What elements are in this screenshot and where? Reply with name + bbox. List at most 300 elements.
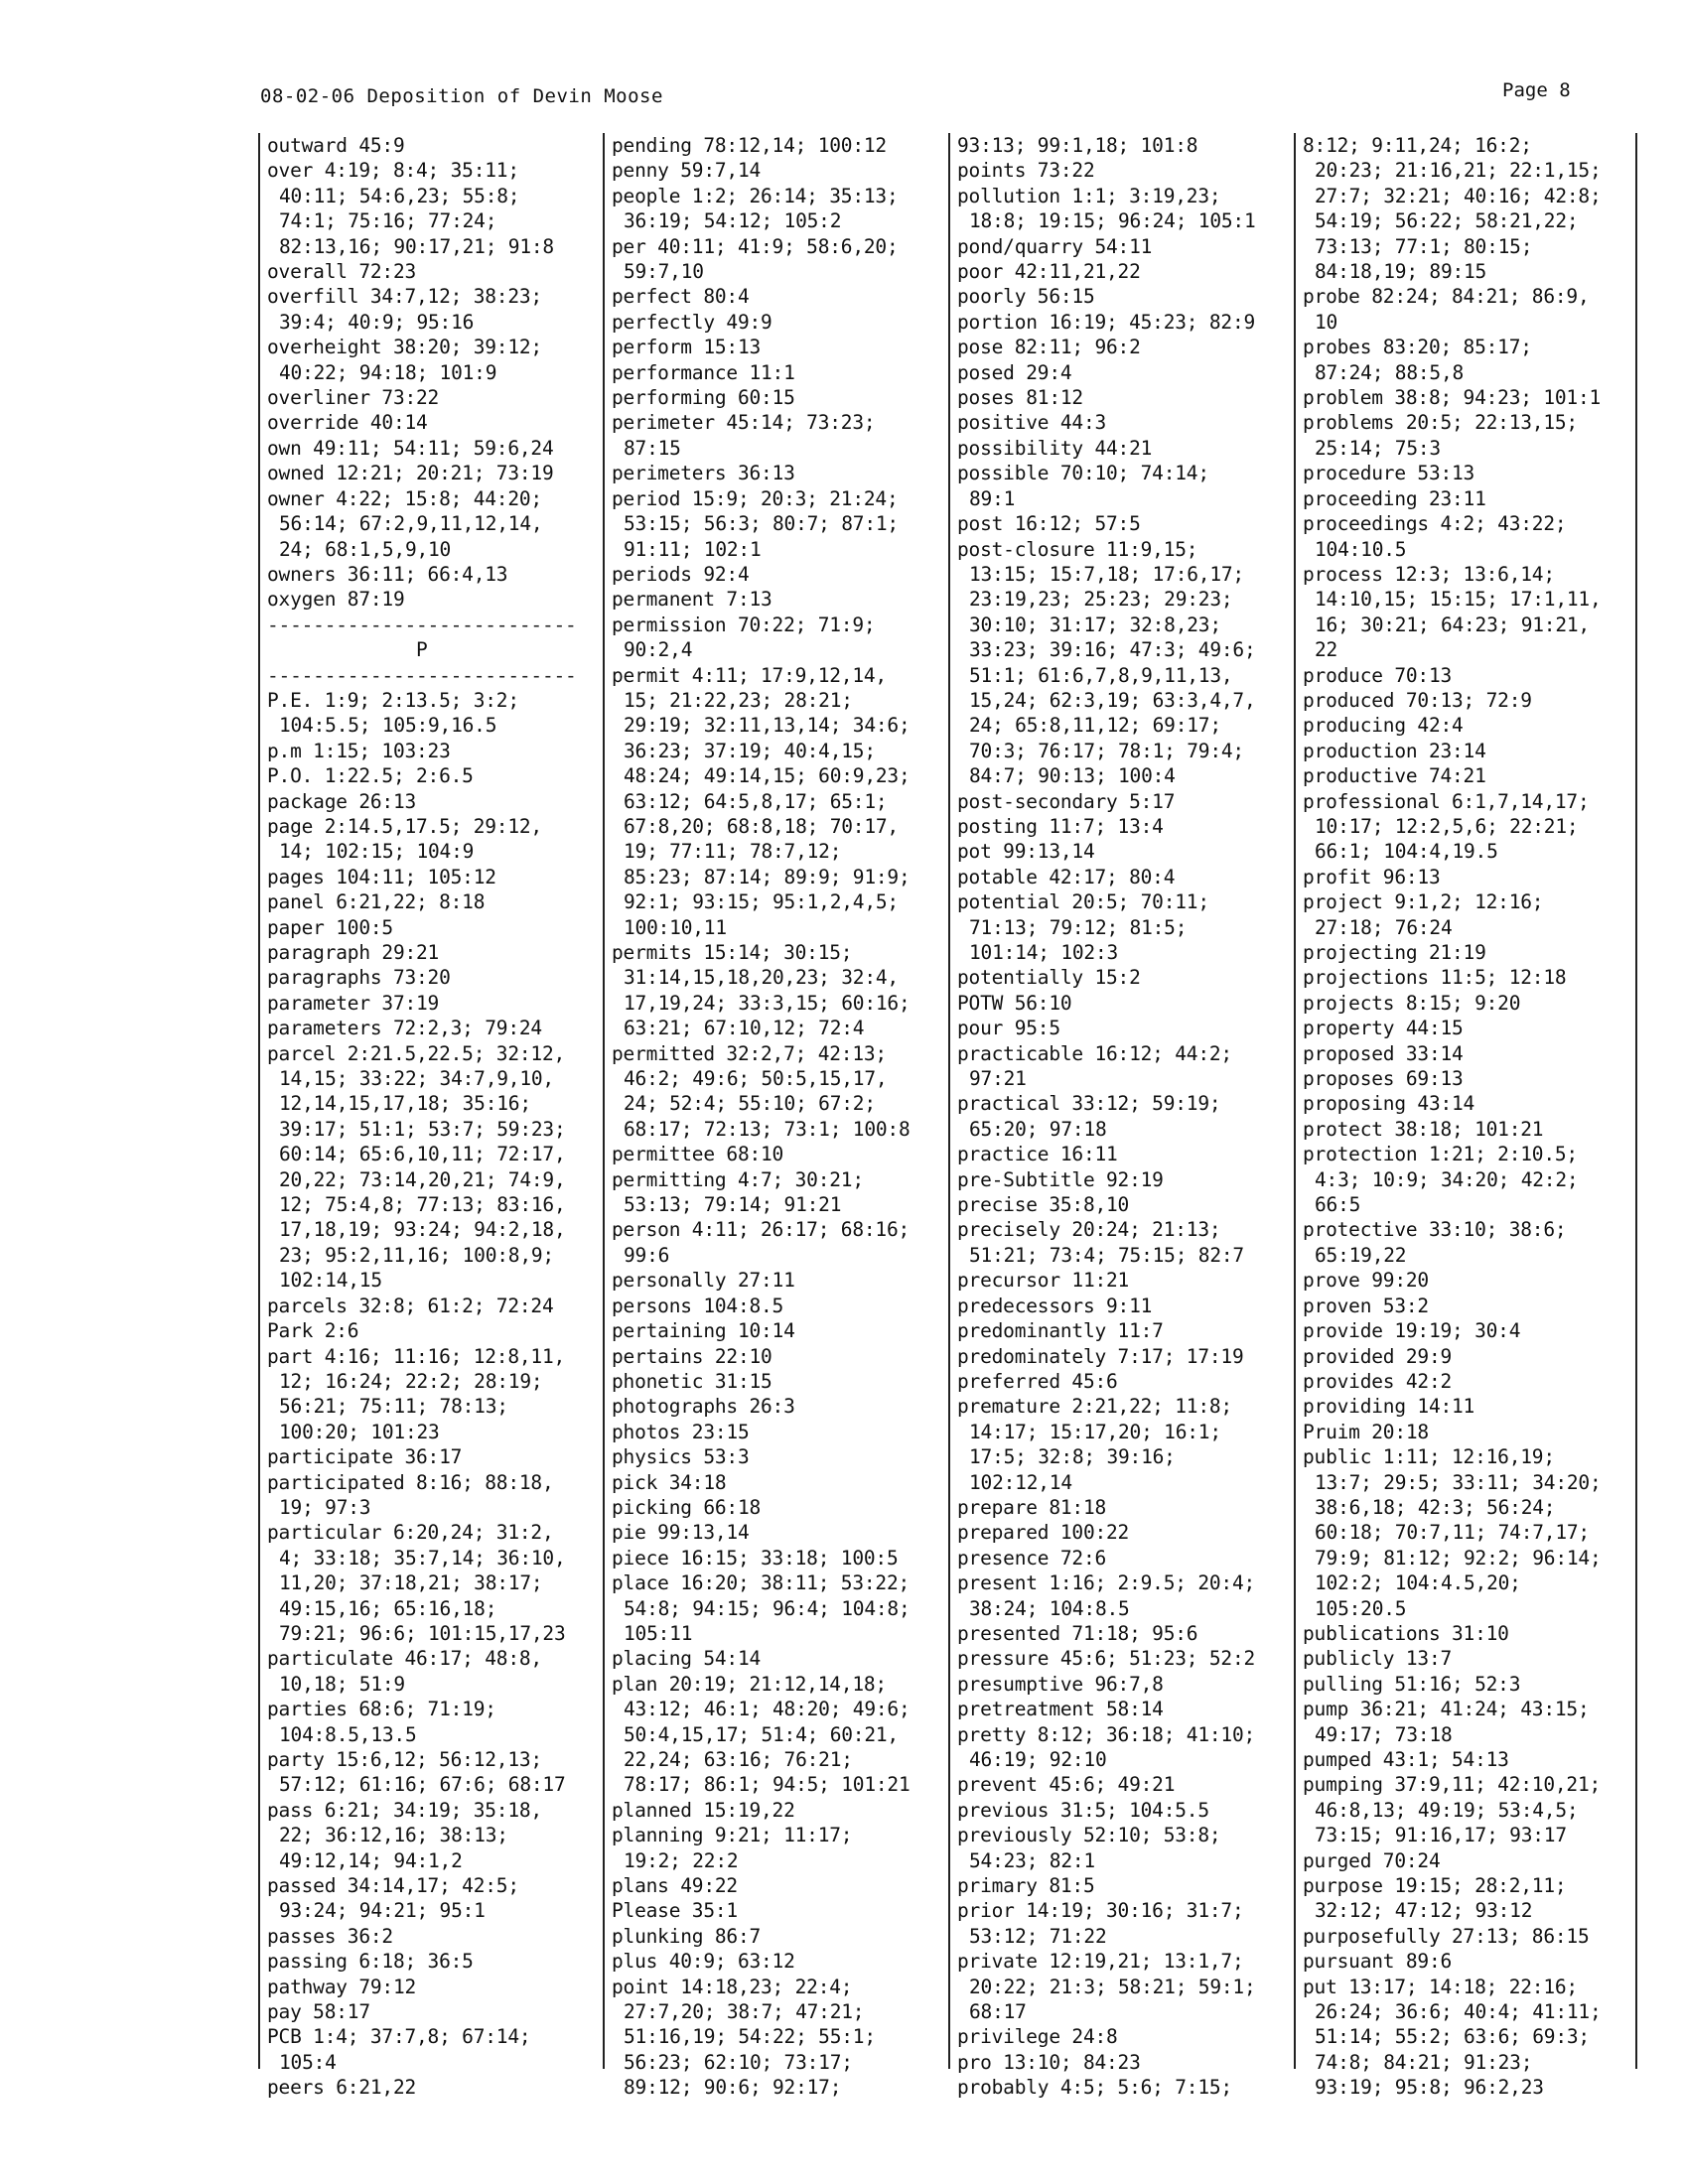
index-entry-continuation: 27:18; 76:24 <box>1315 915 1453 939</box>
index-entry-continuation: 10,18; 51:9 <box>279 1672 405 1696</box>
index-entry-continuation: 66:1; 104:4,19.5 <box>1315 840 1498 864</box>
index-entry: 93:13; 99:1,18; 101:8 <box>957 134 1198 157</box>
index-entry: person 4:11; 26:17; 68:16; <box>612 1218 911 1242</box>
index-entry-continuation: 14; 102:15; 104:9 <box>279 840 475 864</box>
index-entry: projections 11:5; 12:18 <box>1303 966 1567 990</box>
index-entry: provide 19:19; 30:4 <box>1303 1319 1521 1343</box>
index-entry: parameters 72:2,3; 79:24 <box>267 1017 542 1040</box>
index-entry: parties 68:6; 71:19; <box>267 1698 496 1721</box>
index-entry: Pruim 20:18 <box>1303 1420 1429 1443</box>
index-entry: party 15:6,12; 56:12,13; <box>267 1748 542 1771</box>
index-entry: publications 31:10 <box>1303 1621 1509 1645</box>
index-entry: participate 36:17 <box>267 1445 463 1469</box>
index-entry: prior 14:19; 30:16; 31:7; <box>957 1899 1244 1923</box>
index-entry-continuation: 11,20; 37:18,21; 38:17; <box>279 1571 543 1595</box>
index-entry: periods 92:4 <box>612 562 750 586</box>
index-entry-continuation: 22,24; 63:16; 76:21; <box>624 1748 853 1771</box>
index-entry: poorly 56:15 <box>957 285 1095 309</box>
index-entry: point 14:18,23; 22:4; <box>612 1975 853 1998</box>
index-entry-continuation: 51:16,19; 54:22; 55:1; <box>624 2025 876 2049</box>
index-entry: perimeters 36:13 <box>612 462 795 485</box>
index-entry: period 15:9; 20:3; 21:24; <box>612 486 899 510</box>
index-entry-continuation: 50:4,15,17; 51:4; 60:21, <box>624 1722 899 1746</box>
index-entry: package 26:13 <box>267 789 417 813</box>
index-entry: potential 20:5; 70:11; <box>957 890 1209 914</box>
index-entry: production 23:14 <box>1303 739 1486 762</box>
index-entry: professional 6:1,7,14,17; <box>1303 789 1590 813</box>
index-entry: pie 99:13,14 <box>612 1521 750 1545</box>
index-entry-continuation: 14:10,15; 15:15; 17:1,11, <box>1315 588 1602 612</box>
index-entry-continuation: 51:21; 73:4; 75:15; 82:7 <box>969 1243 1244 1267</box>
index-entry: previously 52:10; 53:8; <box>957 1824 1221 1847</box>
index-entry-continuation: 12; 16:24; 22:2; 28:19; <box>279 1369 543 1393</box>
index-entry: outward 45:9 <box>267 134 405 157</box>
index-entry: particular 6:20,24; 31:2, <box>267 1521 554 1545</box>
index-entry-continuation: 24; 68:1,5,9,10 <box>279 537 452 561</box>
index-entry-continuation: 19; 77:11; 78:7,12; <box>624 840 842 864</box>
index-entry-continuation: 85:23; 87:14; 89:9; 91:9; <box>624 865 911 888</box>
index-entry: panel 6:21,22; 8:18 <box>267 890 486 914</box>
page-number: Page 8 <box>1502 79 1571 101</box>
index-entry: phonetic 31:15 <box>612 1369 772 1393</box>
index-entry: perform 15:13 <box>612 336 762 359</box>
index-entry: presence 72:6 <box>957 1546 1107 1570</box>
index-entry-continuation: 38:6,18; 42:3; 56:24; <box>1315 1495 1556 1519</box>
index-entry-continuation: 17,18,19; 93:24; 94:2,18, <box>279 1218 566 1242</box>
index-entry: prepared 100:22 <box>957 1521 1130 1545</box>
index-entry-continuation: 20,22; 73:14,20,21; 74:9, <box>279 1167 566 1191</box>
index-entry: Park 2:6 <box>267 1319 359 1343</box>
index-entry: practical 33:12; 59:19; <box>957 1092 1221 1116</box>
index-entry-continuation: 4; 33:18; 35:7,14; 36:10, <box>279 1546 566 1570</box>
index-entry-continuation: 36:23; 37:19; 40:4,15; <box>624 739 876 762</box>
index-entry-continuation: 54:8; 94:15; 96:4; 104:8; <box>624 1596 911 1620</box>
index-entry-continuation: 73:13; 77:1; 80:15; <box>1315 234 1533 258</box>
index-entry: procedure 53:13 <box>1303 462 1475 485</box>
index-entry-continuation: 51:1; 61:6,7,8,9,11,13, <box>969 663 1233 687</box>
index-entry-continuation: 27:7,20; 38:7; 47:21; <box>624 2000 865 2024</box>
index-entry: pro 13:10; 84:23 <box>957 2050 1141 2074</box>
index-entry-continuation: 104:8.5,13.5 <box>279 1722 417 1746</box>
index-entry: paper 100:5 <box>267 915 393 939</box>
index-entry: photographs 26:3 <box>612 1395 795 1419</box>
index-entry: pertaining 10:14 <box>612 1319 795 1343</box>
index-entry-continuation: 56:21; 75:11; 78:13; <box>279 1395 508 1419</box>
index-entry-continuation: 53:12; 71:22 <box>969 1924 1107 1948</box>
index-entry-continuation: 39:17; 51:1; 53:7; 59:23; <box>279 1117 566 1141</box>
index-entry: pressure 45:6; 51:23; 52:2 <box>957 1647 1256 1671</box>
index-entry: PCB 1:4; 37:7,8; 67:14; <box>267 2025 531 2049</box>
index-entry: pre-Subtitle 92:19 <box>957 1167 1164 1191</box>
index-entry-continuation: 17:5; 32:8; 39:16; <box>969 1445 1176 1469</box>
index-entry-continuation: 14,15; 33:22; 34:7,9,10, <box>279 1067 554 1091</box>
section-divider: --------------------------- <box>267 613 577 636</box>
index-entry: passing 6:18; 36:5 <box>267 1950 474 1974</box>
index-entry-continuation: 68:17; 72:13; 73:1; 100:8 <box>624 1117 911 1141</box>
index-entry-continuation: 93:19; 95:8; 96:2,23 <box>1315 2076 1544 2100</box>
index-entry: per 40:11; 41:9; 58:6,20; <box>612 234 899 258</box>
column-rule-right <box>1635 133 1637 2069</box>
index-entry: 8:12; 9:11,24; 16:2; <box>1303 134 1532 157</box>
index-entry: predominately 7:17; 17:19 <box>957 1344 1244 1368</box>
index-entry: overall 72:23 <box>267 260 417 284</box>
index-entry-continuation: 102:14,15 <box>279 1269 382 1293</box>
index-entry: P.E. 1:9; 2:13.5; 3:2; <box>267 688 519 712</box>
index-entry: pulling 51:16; 52:3 <box>1303 1672 1521 1696</box>
index-entry: pathway 79:12 <box>267 1975 417 1998</box>
index-entry: process 12:3; 13:6,14; <box>1303 562 1555 586</box>
index-entry: prove 99:20 <box>1303 1269 1429 1293</box>
index-entry-continuation: 89:1 <box>969 486 1016 510</box>
index-entry-continuation: 89:12; 90:6; 92:17; <box>624 2076 842 2100</box>
index-entry-continuation: 105:11 <box>624 1621 693 1645</box>
index-entry-continuation: 105:4 <box>279 2050 337 2074</box>
index-entry-continuation: 91:11; 102:1 <box>624 537 762 561</box>
index-entry-continuation: 49:15,16; 65:16,18; <box>279 1596 497 1620</box>
index-entry: poor 42:11,21,22 <box>957 260 1141 284</box>
index-entry: parameter 37:19 <box>267 991 440 1015</box>
index-entry-continuation: 70:3; 76:17; 78:1; 79:4; <box>969 739 1244 762</box>
index-entry-continuation: 43:12; 46:1; 48:20; 49:6; <box>624 1698 911 1721</box>
index-entry-continuation: 63:21; 67:10,12; 72:4 <box>624 1017 865 1040</box>
index-entry-continuation: 27:7; 32:21; 40:16; 42:8; <box>1315 184 1602 207</box>
index-entry-continuation: 65:20; 97:18 <box>969 1117 1107 1141</box>
index-entry-continuation: 18:8; 19:15; 96:24; 105:1 <box>969 209 1256 233</box>
index-entry: producing 42:4 <box>1303 714 1464 738</box>
index-entry-continuation: 99:6 <box>624 1243 670 1267</box>
index-entry: purposefully 27:13; 86:15 <box>1303 1924 1590 1948</box>
index-entry-continuation: 82:13,16; 90:17,21; 91:8 <box>279 234 554 258</box>
index-entry-continuation: 12; 75:4,8; 77:13; 83:16, <box>279 1193 566 1217</box>
index-entry: performing 60:15 <box>612 386 795 410</box>
index-entry: purged 70:24 <box>1303 1848 1441 1872</box>
index-entry-continuation: 13:15; 15:7,18; 17:6,17; <box>969 562 1244 586</box>
index-entry: proposing 43:14 <box>1303 1092 1475 1116</box>
index-entry: oxygen 87:19 <box>267 588 405 612</box>
index-entry-continuation: 78:17; 86:1; 94:5; 101:21 <box>624 1773 911 1797</box>
index-entry: passed 34:14,17; 42:5; <box>267 1874 519 1898</box>
index-entry-continuation: 24; 65:8,11,12; 69:17; <box>969 714 1221 738</box>
index-entry-continuation: 54:19; 56:22; 58:21,22; <box>1315 209 1579 233</box>
index-entry: override 40:14 <box>267 411 428 435</box>
index-entry: proven 53:2 <box>1303 1294 1429 1317</box>
index-entry-continuation: 102:12,14 <box>969 1470 1072 1494</box>
index-entry: positive 44:3 <box>957 411 1107 435</box>
index-entry: personally 27:11 <box>612 1269 795 1293</box>
index-column-1 <box>258 133 578 2100</box>
index-entry-continuation: 97:21 <box>969 1067 1027 1091</box>
index-entry: probes 83:20; 85:17; <box>1303 336 1532 359</box>
index-entry: private 12:19,21; 13:1,7; <box>957 1950 1244 1974</box>
index-entry-continuation: 104:5.5; 105:9,16.5 <box>279 714 497 738</box>
index-entry: pass 6:21; 34:19; 35:18, <box>267 1798 542 1822</box>
index-entry-continuation: 90:2,4 <box>624 638 693 662</box>
index-entry: pot 99:13,14 <box>957 840 1095 864</box>
index-entry-continuation: 22; 36:12,16; 38:13; <box>279 1824 508 1847</box>
index-entry: proposed 33:14 <box>1303 1041 1464 1065</box>
section-divider: --------------------------- <box>267 663 577 687</box>
index-entry-continuation: 68:17 <box>969 2000 1027 2024</box>
index-entry: picking 66:18 <box>612 1495 762 1519</box>
index-entry-continuation: 53:13; 79:14; 91:21 <box>624 1193 842 1217</box>
index-entry: overheight 38:20; 39:12; <box>267 336 542 359</box>
index-entry: probably 4:5; 5:6; 7:15; <box>957 2076 1232 2100</box>
index-entry: part 4:16; 11:16; 12:8,11, <box>267 1344 566 1368</box>
index-entry: protective 33:10; 38:6; <box>1303 1218 1567 1242</box>
index-entry: precisely 20:24; 21:13; <box>957 1218 1221 1242</box>
index-entry: Please 35:1 <box>612 1899 738 1923</box>
index-entry-continuation: 54:23; 82:1 <box>969 1848 1095 1872</box>
index-entry: permittee 68:10 <box>612 1143 784 1166</box>
index-entry-continuation: 17,19,24; 33:3,15; 60:16; <box>624 991 911 1015</box>
index-entry: pond/quarry 54:11 <box>957 234 1153 258</box>
index-entry-continuation: 67:8,20; 68:8,18; 70:17, <box>624 814 899 838</box>
index-entry-continuation: 56:23; 62:10; 73:17; <box>624 2050 853 2074</box>
index-entry: poses 81:12 <box>957 386 1083 410</box>
index-entry-continuation: 33:23; 39:16; 47:3; 49:6; <box>969 638 1256 662</box>
index-entry: probe 82:24; 84:21; 86:9, <box>1303 285 1590 309</box>
index-entry: post-secondary 5:17 <box>957 789 1176 813</box>
index-entry-continuation: 53:15; 56:3; 80:7; 87:1; <box>624 512 899 536</box>
index-entry-continuation: 56:14; 67:2,9,11,12,14, <box>279 512 543 536</box>
index-entry: pages 104:11; 105:12 <box>267 865 496 888</box>
index-entry-continuation: 20:22; 21:3; 58:21; 59:1; <box>969 1975 1256 1998</box>
index-entry-continuation: 10 <box>1315 310 1338 334</box>
document-title: 08-02-06 Deposition of Devin Moose <box>260 85 663 107</box>
index-entry: permission 70:22; 71:9; <box>612 613 876 636</box>
index-entry: plus 40:9; 63:12 <box>612 1950 795 1974</box>
index-entry: protection 1:21; 2:10.5; <box>1303 1143 1578 1166</box>
index-entry-continuation: 29:19; 32:11,13,14; 34:6; <box>624 714 911 738</box>
index-entry-continuation: 23:19,23; 25:23; 29:23; <box>969 588 1233 612</box>
index-entry: profit 96:13 <box>1303 865 1441 888</box>
index-entry: proposes 69:13 <box>1303 1067 1464 1091</box>
index-entry: provided 29:9 <box>1303 1344 1453 1368</box>
index-entry-continuation: 87:15 <box>624 436 681 460</box>
index-entry: owned 12:21; 20:21; 73:19 <box>267 462 554 485</box>
index-entry: piece 16:15; 33:18; 100:5 <box>612 1546 899 1570</box>
index-entry-continuation: 16; 30:21; 64:23; 91:21, <box>1315 613 1590 636</box>
index-entry-continuation: 84:7; 90:13; 100:4 <box>969 764 1176 788</box>
index-entry-continuation: 4:3; 10:9; 34:20; 42:2; <box>1315 1167 1579 1191</box>
index-entry: presented 71:18; 95:6 <box>957 1621 1198 1645</box>
index-entry: productive 74:21 <box>1303 764 1486 788</box>
index-entry-continuation: 12,14,15,17,18; 35:16; <box>279 1092 531 1116</box>
index-entry-continuation: 36:19; 54:12; 105:2 <box>624 209 842 233</box>
index-entry: penny 59:7,14 <box>612 159 762 183</box>
index-entry: practice 16:11 <box>957 1143 1118 1166</box>
index-entry: pour 95:5 <box>957 1017 1060 1040</box>
index-entry: potable 42:17; 80:4 <box>957 865 1176 888</box>
index-entry: publicly 13:7 <box>1303 1647 1453 1671</box>
index-entry-continuation: 87:24; 88:5,8 <box>1315 360 1465 384</box>
index-entry-continuation: 32:12; 47:12; 93:12 <box>1315 1899 1533 1923</box>
index-entry: premature 2:21,22; 11:8; <box>957 1395 1232 1419</box>
index-entry: owners 36:11; 66:4,13 <box>267 562 508 586</box>
index-entry-continuation: 73:15; 91:16,17; 93:17 <box>1315 1824 1567 1847</box>
index-entry: predecessors 9:11 <box>957 1294 1153 1317</box>
index-entry: produced 70:13; 72:9 <box>1303 688 1532 712</box>
index-entry: property 44:15 <box>1303 1017 1464 1040</box>
index-entry-continuation: 26:24; 36:6; 40:4; 41:11; <box>1315 2000 1602 2024</box>
index-entry: pumped 43:1; 54:13 <box>1303 1748 1509 1771</box>
index-entry-continuation: 51:14; 55:2; 63:6; 69:3; <box>1315 2025 1590 2049</box>
index-entry: precise 35:8,10 <box>957 1193 1130 1217</box>
index-entry-continuation: 65:19,22 <box>1315 1243 1407 1267</box>
index-entry: pump 36:21; 41:24; 43:15; <box>1303 1698 1590 1721</box>
index-entry-continuation: 39:4; 40:9; 95:16 <box>279 310 475 334</box>
index-entry: performance 11:1 <box>612 360 795 384</box>
index-entry: projecting 21:19 <box>1303 941 1486 964</box>
index-entry: pretty 8:12; 36:18; 41:10; <box>957 1722 1256 1746</box>
index-entry: pumping 37:9,11; 42:10,21; <box>1303 1773 1602 1797</box>
index-entry: particulate 46:17; 48:8, <box>267 1647 542 1671</box>
index-entry: problems 20:5; 22:13,15; <box>1303 411 1578 435</box>
index-entry: posed 29:4 <box>957 360 1072 384</box>
index-entry: projects 8:15; 9:20 <box>1303 991 1521 1015</box>
index-entry: post 16:12; 57:5 <box>957 512 1141 536</box>
index-entry: pertains 22:10 <box>612 1344 772 1368</box>
index-entry: privilege 24:8 <box>957 2025 1118 2049</box>
index-entry: paragraph 29:21 <box>267 941 440 964</box>
index-entry: place 16:20; 38:11; 53:22; <box>612 1571 911 1595</box>
index-entry: perfect 80:4 <box>612 285 750 309</box>
index-entry: plan 20:19; 21:12,14,18; <box>612 1672 887 1696</box>
index-entry-continuation: 14:17; 15:17,20; 16:1; <box>969 1420 1221 1443</box>
index-entry-continuation: 15; 21:22,23; 28:21; <box>624 688 853 712</box>
index-entry: potentially 15:2 <box>957 966 1141 990</box>
index-entry: produce 70:13 <box>1303 663 1453 687</box>
index-entry: persons 104:8.5 <box>612 1294 784 1317</box>
index-entry: problem 38:8; 94:23; 101:1 <box>1303 386 1602 410</box>
index-entry-continuation: 101:14; 102:3 <box>969 941 1119 964</box>
index-entry: pretreatment 58:14 <box>957 1698 1164 1721</box>
index-entry: previous 31:5; 104:5.5 <box>957 1798 1209 1822</box>
index-entry-continuation: 93:24; 94:21; 95:1 <box>279 1899 486 1923</box>
index-entry-continuation: 46:19; 92:10 <box>969 1748 1107 1771</box>
index-entry-continuation: 19; 97:3 <box>279 1495 371 1519</box>
index-entry: practicable 16:12; 44:2; <box>957 1041 1232 1065</box>
index-entry: peers 6:21,22 <box>267 2076 417 2100</box>
index-entry: owner 4:22; 15:8; 44:20; <box>267 486 542 510</box>
index-entry: overfill 34:7,12; 38:23; <box>267 285 542 309</box>
index-entry: people 1:2; 26:14; 35:13; <box>612 184 899 207</box>
index-column-4 <box>1294 133 1638 2100</box>
index-entry: proceeding 23:11 <box>1303 486 1486 510</box>
index-entry: permit 4:11; 17:9,12,14, <box>612 663 887 687</box>
index-entry: parcels 32:8; 61:2; 72:24 <box>267 1294 554 1317</box>
index-entry: points 73:22 <box>957 159 1095 183</box>
index-entry: project 9:1,2; 12:16; <box>1303 890 1544 914</box>
index-entry: permits 15:14; 30:15; <box>612 941 853 964</box>
index-entry: permitting 4:7; 30:21; <box>612 1167 864 1191</box>
index-entry: purpose 19:15; 28:2,11; <box>1303 1874 1567 1898</box>
index-entry-continuation: 79:21; 96:6; 101:15,17,23 <box>279 1621 566 1645</box>
index-entry-continuation: 46:2; 49:6; 50:5,15,17, <box>624 1067 888 1091</box>
index-entry-continuation: 23; 95:2,11,16; 100:8,9; <box>279 1243 554 1267</box>
index-entry: present 1:16; 2:9.5; 20:4; <box>957 1571 1256 1595</box>
index-entry-continuation: 48:24; 49:14,15; 60:9,23; <box>624 764 911 788</box>
index-entry-continuation: 20:23; 21:16,21; 22:1,15; <box>1315 159 1602 183</box>
index-entry: planning 9:21; 11:17; <box>612 1824 853 1847</box>
index-entry-continuation: 49:17; 73:18 <box>1315 1722 1453 1746</box>
index-entry: p.m 1:15; 103:23 <box>267 739 451 762</box>
index-entry: proceedings 4:2; 43:22; <box>1303 512 1567 536</box>
index-entry: participated 8:16; 88:18, <box>267 1470 554 1494</box>
index-entry-continuation: 49:12,14; 94:1,2 <box>279 1848 463 1872</box>
index-entry-continuation: 63:12; 64:5,8,17; 65:1; <box>624 789 888 813</box>
index-entry: precursor 11:21 <box>957 1269 1130 1293</box>
index-entry-continuation: 13:7; 29:5; 33:11; 34:20; <box>1315 1470 1602 1494</box>
index-entry-continuation: 31:14,15,18,20,23; 32:4, <box>624 966 899 990</box>
index-entry: protect 38:18; 101:21 <box>1303 1117 1544 1141</box>
index-entry: perfectly 49:9 <box>612 310 772 334</box>
index-entry: possible 70:10; 74:14; <box>957 462 1209 485</box>
index-entry-continuation: 10:17; 12:2,5,6; 22:21; <box>1315 814 1579 838</box>
index-entry: prepare 81:18 <box>957 1495 1107 1519</box>
index-entry: page 2:14.5,17.5; 29:12, <box>267 814 542 838</box>
section-letter-heading: P <box>416 638 428 662</box>
index-entry-continuation: 74:1; 75:16; 77:24; <box>279 209 497 233</box>
index-entry-continuation: 104:10.5 <box>1315 537 1407 561</box>
index-entry: possibility 44:21 <box>957 436 1153 460</box>
index-entry-continuation: 46:8,13; 49:19; 53:4,5; <box>1315 1798 1579 1822</box>
index-entry: portion 16:19; 45:23; 82:9 <box>957 310 1256 334</box>
index-entry-continuation: 100:10,11 <box>624 915 727 939</box>
index-entry: pose 82:11; 96:2 <box>957 336 1141 359</box>
index-entry: providing 14:11 <box>1303 1395 1475 1419</box>
index-entry-continuation: 15,24; 62:3,19; 63:3,4,7, <box>969 688 1256 712</box>
index-entry: parcel 2:21.5,22.5; 32:12, <box>267 1041 566 1065</box>
index-entry: provides 42:2 <box>1303 1369 1453 1393</box>
index-entry-continuation: 100:20; 101:23 <box>279 1420 440 1443</box>
index-entry-continuation: 57:12; 61:16; 67:6; 68:17 <box>279 1773 566 1797</box>
index-entry: photos 23:15 <box>612 1420 750 1443</box>
index-entry: pursuant 89:6 <box>1303 1950 1453 1974</box>
index-entry-continuation: 59:7,10 <box>624 260 704 284</box>
index-entry: permitted 32:2,7; 42:13; <box>612 1041 887 1065</box>
index-entry: perimeter 45:14; 73:23; <box>612 411 876 435</box>
index-entry: passes 36:2 <box>267 1924 393 1948</box>
index-entry: put 13:17; 14:18; 22:16; <box>1303 1975 1578 1998</box>
index-entry-continuation: 84:18,19; 89:15 <box>1315 260 1487 284</box>
index-entry-continuation: 102:2; 104:4.5,20; <box>1315 1571 1521 1595</box>
index-entry-continuation: 40:22; 94:18; 101:9 <box>279 360 497 384</box>
index-entry: post-closure 11:9,15; <box>957 537 1198 561</box>
index-entry: pollution 1:1; 3:19,23; <box>957 184 1221 207</box>
index-entry: paragraphs 73:20 <box>267 966 451 990</box>
index-entry-continuation: 79:9; 81:12; 92:2; 96:14; <box>1315 1546 1602 1570</box>
index-entry: physics 53:3 <box>612 1445 750 1469</box>
index-entry-continuation: 19:2; 22:2 <box>624 1848 739 1872</box>
index-entry-continuation: 74:8; 84:21; 91:23; <box>1315 2050 1533 2074</box>
index-entry: predominantly 11:7 <box>957 1319 1164 1343</box>
index-entry-continuation: 60:14; 65:6,10,11; 72:17, <box>279 1143 566 1166</box>
index-entry: placing 54:14 <box>612 1647 762 1671</box>
index-entry: permanent 7:13 <box>612 588 772 612</box>
index-entry: posting 11:7; 13:4 <box>957 814 1164 838</box>
index-entry: preferred 45:6 <box>957 1369 1118 1393</box>
index-entry-continuation: 66:5 <box>1315 1193 1361 1217</box>
index-entry-continuation: 71:13; 79:12; 81:5; <box>969 915 1188 939</box>
index-entry: P.O. 1:22.5; 2:6.5 <box>267 764 474 788</box>
index-entry-continuation: 105:20.5 <box>1315 1596 1407 1620</box>
index-entry: pick 34:18 <box>612 1470 727 1494</box>
index-entry-continuation: 24; 52:4; 55:10; 67:2; <box>624 1092 876 1116</box>
index-entry: primary 81:5 <box>957 1874 1095 1898</box>
index-entry: POTW 56:10 <box>957 991 1072 1015</box>
index-entry-continuation: 40:11; 54:6,23; 55:8; <box>279 184 520 207</box>
